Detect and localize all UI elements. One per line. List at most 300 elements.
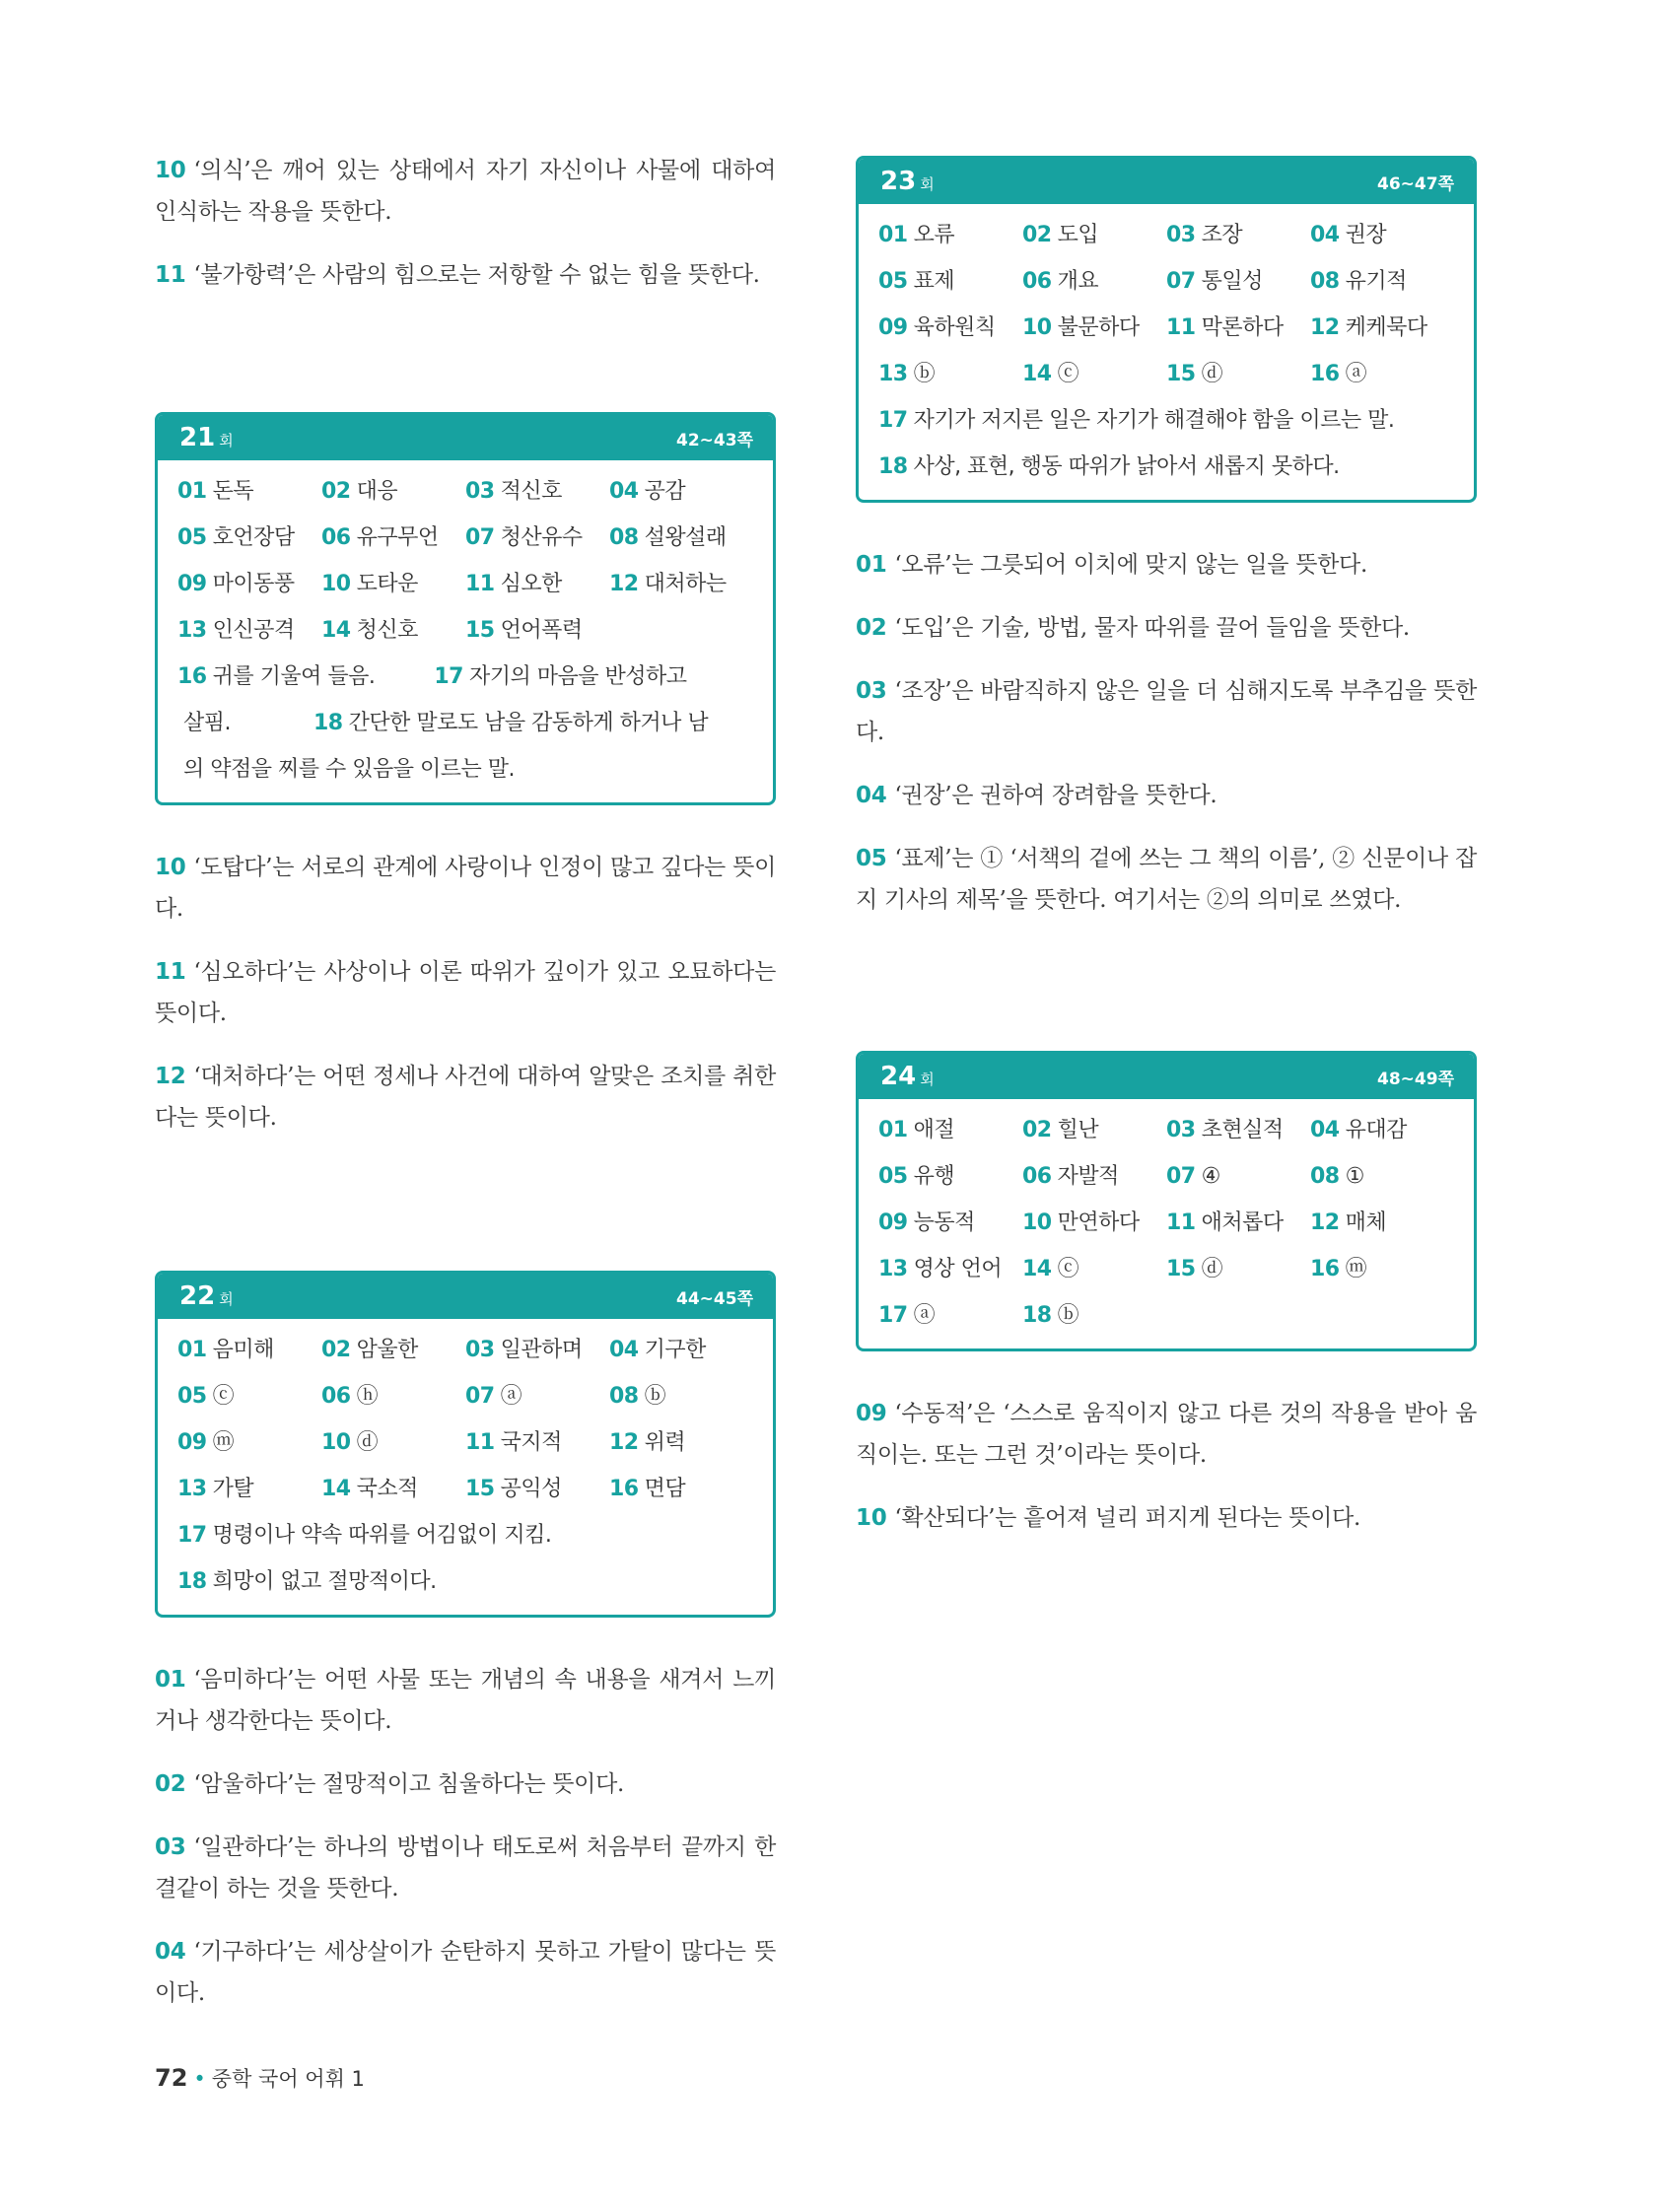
answer-item [321,515,465,561]
answer-item [878,1200,1022,1246]
answer-value: ⓜ [212,1430,235,1455]
note-text: ‘오류’는 그릇되어 이치에 맞지 않는 일을 뜻한다. [894,552,1367,578]
answer-number: 06 [321,1384,351,1409]
answer-number: 01 [177,1338,207,1362]
answer-value: 의 약점을 찌를 수 있음을 이르는 말. [183,757,515,782]
note-text: ‘도탑다’는 서로의 관계에 사랑이나 인정이 많고 깊다는 뜻이다. [155,855,776,922]
answer-line [177,700,755,746]
answer-number: 03 [465,479,495,504]
answer-item [1166,212,1310,258]
answer-value: 자발적 [1057,1164,1119,1189]
answer-item [177,515,321,561]
left-column [155,150,776,2014]
answer-number: 03 [465,1338,495,1362]
session-number: 23 [880,167,917,196]
answer-value: ⓑ [913,362,936,386]
answer-number: 08 [1310,1164,1340,1189]
answer-value: 도타운 [356,572,418,596]
answer-value: ⓒ [1057,1257,1079,1281]
answer-value: 공감 [644,479,686,504]
answer-number: 14 [321,1477,351,1501]
answer-item [177,468,321,515]
answer-box [856,1051,1477,1351]
answer-number: 17 [878,1303,908,1328]
answer-item [1166,1292,1310,1339]
session-title [179,1281,234,1311]
note-number: 02 [856,615,887,641]
answer-box-header [158,415,773,460]
answer-item [465,515,609,561]
answer-number: 03 [1166,223,1196,247]
answer-item [1022,1153,1166,1200]
answer-item [177,1373,321,1419]
answer-item [321,1373,465,1419]
answer-box-body [859,1099,1474,1348]
answer-number: 06 [1022,1164,1052,1189]
answer-number: 07 [465,525,495,550]
answer-value: 불문하다 [1057,315,1140,340]
answer-number: 09 [177,1430,207,1455]
note-text: ‘심오하다’는 사상이나 이론 따위가 깊이가 있고 오묘하다는 뜻이다. [155,959,776,1026]
right-column [856,156,1477,1539]
answer-grid [878,212,1456,397]
answer-number: 18 [878,454,908,479]
answer-item [609,515,753,561]
answer-box-header [158,1274,773,1319]
answer-number: 17 [434,664,463,689]
answer-number: 15 [1166,1257,1196,1281]
answer-item [1166,351,1310,397]
answer-item [465,468,609,515]
answer-box [155,1271,776,1618]
note-number: 10 [856,1505,887,1531]
note-number: 02 [155,1771,186,1797]
note-number: 05 [856,846,887,871]
note-text: ‘의식’은 깨어 있는 상태에서 자기 자신이나 사물에 대하여 인식하는 작용을 뜻한다. [155,158,776,225]
note-text: ‘일관하다’는 하나의 방법이나 태도로써 처음부터 끝까지 한결같이 하는 것을 뜻한다. [155,1834,776,1901]
note-number: 10 [155,158,186,183]
explanation-note [155,847,776,930]
session-number: 24 [880,1062,917,1091]
answer-item [1166,1107,1310,1153]
answer-item [609,1466,753,1512]
answer-value: 자기의 마음을 반성하고 [469,664,687,689]
answer-number: 10 [1022,315,1052,340]
answer-item [177,561,321,607]
answer-number: 10 [321,1430,351,1455]
answer-line [878,444,1456,490]
answer-number: 03 [1166,1118,1196,1142]
note-number: 04 [155,1939,186,1965]
answer-number: 01 [878,1118,908,1142]
answer-box [856,156,1477,503]
answer-item [609,468,753,515]
answer-item [1022,1200,1166,1246]
page-number: 72 [155,2064,188,2092]
answer-box-body [158,1319,773,1615]
note-text: ‘불가항력’은 사람의 힘으로는 저항할 수 없는 힘을 뜻한다. [193,262,760,288]
answer-value: ⓒ [1057,362,1079,386]
answer-item [465,1373,609,1419]
answer-number: 16 [609,1477,639,1501]
note-number: 03 [155,1834,186,1860]
answer-item [1166,1153,1310,1200]
answer-number: 05 [878,1164,908,1189]
session-title [880,1062,935,1091]
answer-item [1310,305,1454,351]
answer-box-header [859,1054,1474,1099]
answer-value: 케케묵다 [1345,315,1427,340]
answer-number: 02 [1022,223,1052,247]
answer-value: 매체 [1345,1210,1387,1235]
note-number: 10 [155,855,186,880]
answer-number: 05 [177,525,207,550]
answer-line [177,1512,755,1558]
answer-value: 오류 [913,223,955,247]
explanation-note [155,951,776,1034]
explanation-note [155,1659,776,1742]
answer-number: 04 [609,479,639,504]
answer-value: 공익성 [500,1477,562,1501]
answer-number: 11 [465,1430,495,1455]
answer-value: 애절 [913,1118,955,1142]
answer-value: 언어폭력 [500,618,583,643]
answer-item [321,1327,465,1373]
note-number: 12 [155,1064,186,1089]
note-number: 09 [856,1401,887,1426]
notes-23 [856,544,1477,921]
answer-value: 살핌. [183,711,231,735]
answer-number: 09 [878,1210,908,1235]
answer-value: 유구무언 [356,525,439,550]
answer-box-24 [856,1051,1477,1351]
answer-item [878,1246,1022,1292]
answer-number: 08 [609,1384,639,1409]
answer-value: 기구한 [644,1338,706,1362]
intro-notes [155,150,776,296]
answer-item [1022,1246,1166,1292]
answer-number: 02 [1022,1118,1052,1142]
note-text: ‘권장’은 권하여 장려함을 뜻한다. [894,783,1217,808]
answer-item [878,212,1022,258]
answer-value: 자기가 저지른 일은 자기가 해결해야 함을 이르는 말. [913,408,1395,433]
page-range: 44~45쪽 [676,1288,753,1309]
answer-number: 08 [1310,269,1340,294]
answer-value: ⓗ [356,1384,379,1409]
answer-item [177,607,321,654]
answer-item [1310,1200,1454,1246]
answer-number: 02 [321,479,351,504]
answer-item [321,607,465,654]
answer-value: 힐난 [1057,1118,1099,1142]
answer-item [1022,212,1166,258]
answer-item [177,1419,321,1466]
answer-value: 국지적 [500,1430,562,1455]
answer-box-body [859,204,1474,500]
answer-value: 귀를 기울여 들음. [212,664,376,689]
notes-24 [856,1393,1477,1539]
answer-item [609,561,753,607]
answer-box-22 [155,1271,776,1618]
answer-number: 15 [465,618,495,643]
answer-value: 대응 [356,479,398,504]
session-suffix: 회 [219,1290,234,1308]
session-number: 22 [179,1281,216,1311]
answer-value: 통일성 [1201,269,1263,294]
answer-number: 11 [465,572,495,596]
answer-value: ① [1345,1164,1364,1189]
answer-number: 07 [465,1384,495,1409]
answer-item [1310,1292,1454,1339]
explanation-note [155,1763,776,1805]
answer-number: 16 [177,664,207,689]
answer-value: 조장 [1201,223,1243,247]
explanation-note [856,1393,1477,1476]
session-suffix: 회 [219,432,234,449]
note-number: 11 [155,262,186,288]
answer-number: 06 [321,525,351,550]
answer-number: 16 [1310,1257,1340,1281]
answer-value: 청산유수 [500,525,583,550]
answer-value: 설왕설래 [644,525,727,550]
answer-value: ⓓ [356,1430,379,1455]
answer-value: 만연하다 [1057,1210,1140,1235]
answer-number: 15 [1166,362,1196,386]
note-text: ‘조장’은 바람직하지 않은 일을 더 심해지도록 부추김을 뜻한다. [856,678,1477,745]
answer-number: 05 [878,269,908,294]
answer-value: 막론하다 [1201,315,1284,340]
session-title [179,423,234,452]
answer-value: 개요 [1057,269,1099,294]
answer-item [1166,1246,1310,1292]
answer-number: 17 [177,1523,207,1548]
explanation-note [155,1056,776,1139]
answer-number: 04 [609,1338,639,1362]
answer-item [465,561,609,607]
answer-grid [878,1107,1456,1339]
notes-21 [155,847,776,1139]
answer-item [465,1466,609,1512]
answer-number: 13 [878,362,908,386]
answer-number: 05 [177,1384,207,1409]
answer-value: 음미해 [212,1338,274,1362]
answer-number: 07 [1166,1164,1196,1189]
answer-number: 17 [878,408,908,433]
note-text: ‘도입’은 기술, 방법, 물자 따위를 끌어 들임을 뜻한다. [894,615,1410,641]
answer-number: 10 [1022,1210,1052,1235]
explanation-note [155,254,776,296]
note-text: ‘기구하다’는 세상살이가 순탄하지 못하고 가탈이 많다는 뜻이다. [155,1939,776,2006]
answer-number: 12 [1310,315,1340,340]
answer-number: 08 [609,525,639,550]
answer-number: 12 [609,572,639,596]
note-text: ‘표제’는 ① ‘서책의 겉에 쓰는 그 책의 이름’, ② 신문이나 잡지 기사의 제목’을 뜻한다. 여기서는 ②의 의미로 쓰였다. [856,846,1477,913]
answer-item [321,468,465,515]
answer-item [609,607,753,654]
answer-value: 인신공격 [212,618,295,643]
answer-number: 04 [1310,1118,1340,1142]
answer-item [465,607,609,654]
answer-value: 가탈 [212,1477,254,1501]
answer-box-body [158,460,773,802]
answer-value: 도입 [1057,223,1099,247]
session-suffix: 회 [920,175,935,193]
answer-number: 02 [321,1338,351,1362]
answer-item [1022,351,1166,397]
answer-item [1166,1200,1310,1246]
explanation-note [856,607,1477,649]
answer-value: 영상 언어 [913,1257,1003,1281]
answer-number: 13 [878,1257,908,1281]
answer-box-header [859,159,1474,204]
answer-item [1022,305,1166,351]
answer-number: 14 [321,618,351,643]
answer-box [155,412,776,805]
answer-number: 11 [1166,315,1196,340]
answer-value: 희망이 없고 절망적이다. [212,1569,437,1594]
answer-item [465,1419,609,1466]
answer-line [177,1558,755,1605]
footer-dot: • [193,2067,206,2091]
explanation-note [856,1497,1477,1539]
answer-number: 11 [1166,1210,1196,1235]
explanation-note [155,1827,776,1909]
answer-value: 유기적 [1345,269,1407,294]
answer-value: ⓑ [1057,1303,1079,1328]
answer-number: 18 [177,1569,207,1594]
answer-number: 01 [878,223,908,247]
answer-number: 04 [1310,223,1340,247]
answer-value: 명령이나 약속 따위를 어김없이 지킴. [212,1523,552,1548]
answer-number: 14 [1022,362,1052,386]
answer-number: 15 [465,1477,495,1501]
answer-value: ⓑ [644,1384,666,1409]
answer-value: 표제 [913,269,955,294]
answer-item [1310,258,1454,305]
answer-number: 18 [313,711,343,735]
notes-22 [155,1659,776,2014]
answer-item [1310,1153,1454,1200]
answer-number: 09 [177,572,207,596]
answer-value: 적신호 [500,479,562,504]
answer-value: ⓓ [1201,362,1223,386]
answer-item [1166,258,1310,305]
answer-value: 초현실적 [1201,1118,1284,1142]
answer-item [878,258,1022,305]
answer-value: 능동적 [913,1210,975,1235]
answer-number: 10 [321,572,351,596]
answer-value: 마이동풍 [212,572,295,596]
answer-item [465,1327,609,1373]
answer-value: 국소적 [356,1477,418,1501]
answer-number: 09 [878,315,908,340]
note-number: 01 [856,552,887,578]
answer-value: 육하원칙 [913,315,996,340]
answer-value: ⓒ [212,1384,235,1409]
answer-number: 13 [177,618,207,643]
answer-value: ⓐ [500,1384,522,1409]
answer-value: 대처하는 [644,572,727,596]
answer-item [1310,1107,1454,1153]
answer-item [878,1153,1022,1200]
answer-value: ⓓ [1201,1257,1223,1281]
answer-box-23 [856,156,1477,503]
session-suffix: 회 [920,1071,935,1088]
answer-line [878,397,1456,444]
answer-item [878,1107,1022,1153]
answer-number: 16 [1310,362,1340,386]
answer-number: 12 [609,1430,639,1455]
answer-grid [177,468,755,654]
answer-item [609,1419,753,1466]
answer-value: 애처롭다 [1201,1210,1284,1235]
note-text: ‘암울하다’는 절망적이고 침울하다는 뜻이다. [193,1771,625,1797]
answer-item [321,561,465,607]
answer-item [177,1466,321,1512]
explanation-note [856,775,1477,816]
note-text: ‘음미하다’는 어떤 사물 또는 개념의 속 내용을 새겨서 느끼거나 생각한다는 뜻이다. [155,1667,776,1734]
note-text: ‘확산되다’는 흩어져 널리 퍼지게 된다는 뜻이다. [894,1505,1360,1531]
answer-item [1022,1292,1166,1339]
answer-number: 12 [1310,1210,1340,1235]
answer-item [1022,1107,1166,1153]
answer-value: 사상, 표현, 행동 따위가 낡아서 새롭지 못하다. [913,454,1340,479]
answer-value: 청신호 [356,618,418,643]
answer-value: 유행 [913,1164,955,1189]
answer-item [609,1327,753,1373]
answer-value: 심오한 [500,572,562,596]
answer-line [177,654,755,700]
answer-number: 01 [177,479,207,504]
answer-value: 암울한 [356,1338,418,1362]
note-text: ‘수동적’은 ‘스스로 움직이지 않고 다른 것의 작용을 받아 움직이는. 또는 그런 것’이라는 뜻이다. [856,1401,1477,1468]
answer-number: 07 [1166,269,1196,294]
page-footer [155,2063,365,2093]
note-number: 04 [856,783,887,808]
note-number: 11 [155,959,186,985]
answer-value: 일관하며 [500,1338,583,1362]
explanation-note [155,150,776,233]
answer-value: 위력 [644,1430,686,1455]
answer-item [878,305,1022,351]
answer-value: 간단한 말로도 남을 감동하게 하거나 남 [348,711,709,735]
answer-number: 06 [1022,269,1052,294]
explanation-note [155,1931,776,2014]
session-title [880,167,935,196]
answer-item [1310,351,1454,397]
answer-number: 14 [1022,1257,1052,1281]
note-text: ‘대처하다’는 어떤 정세나 사건에 대하여 알맞은 조치를 취한다는 뜻이다. [155,1064,776,1131]
answer-item [609,1373,753,1419]
explanation-note [856,838,1477,921]
answer-item [177,1327,321,1373]
book-title: 중학 국어 어휘 1 [211,2067,365,2091]
answer-item [321,1419,465,1466]
answer-item [1310,212,1454,258]
page-range: 48~49쪽 [1377,1069,1454,1089]
answer-line [177,746,755,793]
session-number: 21 [179,423,216,452]
note-number: 03 [856,678,887,704]
answer-item [878,1292,1022,1339]
answer-item [878,351,1022,397]
answer-grid [177,1327,755,1512]
answer-item [321,1466,465,1512]
answer-value: 권장 [1345,223,1387,247]
answer-value: 돈독 [212,479,254,504]
answer-value: ⓜ [1345,1257,1367,1281]
answer-value: 호언장담 [212,525,295,550]
